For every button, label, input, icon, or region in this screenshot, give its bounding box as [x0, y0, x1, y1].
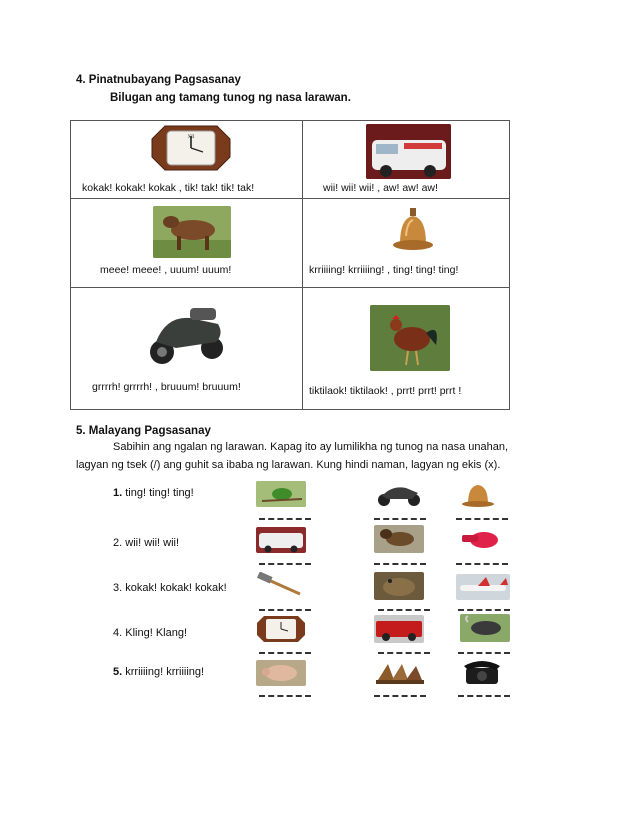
bell-icon [456, 480, 500, 508]
answer-blank[interactable] [458, 609, 510, 613]
cell-sound-text: krriiiing! krriiiing! , ting! ting! ting! [309, 264, 459, 276]
item-number: 5. [113, 666, 123, 678]
item-sound: wii! wii! wii! [122, 537, 180, 549]
exercise-item-5 [113, 666, 204, 678]
goat-icon [153, 206, 231, 258]
item-sound: ting! ting! ting! [122, 487, 194, 499]
frog-icon [374, 572, 424, 600]
item-sound: kokak! kokak! kokak! [122, 582, 227, 594]
answer-blank[interactable] [378, 652, 430, 656]
motorcycle-icon [374, 481, 424, 507]
answer-blank[interactable] [374, 695, 426, 699]
rooster-icon [370, 305, 450, 371]
cell-sound-text: tiktilaok! tiktilaok! , prrt! prrt! prrt ! [309, 385, 462, 397]
answer-blank[interactable] [456, 518, 508, 522]
answer-blank[interactable] [374, 518, 426, 522]
answer-blank[interactable] [259, 563, 311, 567]
ambulance-icon [256, 527, 306, 553]
exercise-item-3 [113, 582, 227, 594]
clock-icon [256, 615, 306, 643]
cell-sound-text: grrrrh! grrrrh! , bruuum! bruuum! [92, 381, 241, 393]
cell-sound-text: wii! wii! wii! , aw! aw! aw! [323, 182, 438, 194]
table-row-divider [70, 198, 510, 199]
boats-icon [374, 660, 426, 686]
motorcycle-icon [146, 298, 226, 368]
bell-icon [388, 206, 438, 256]
section-4-title: 4. Pinatnubayang Pagsasanay [76, 74, 241, 86]
svg-text:XII: XII [187, 135, 195, 140]
answer-blank[interactable] [458, 695, 510, 699]
item-sound: Kling! Klang! [122, 627, 188, 639]
item-number: 3. [113, 582, 123, 594]
exercise-item-1 [113, 487, 194, 499]
answer-blank[interactable] [259, 695, 311, 699]
section-5-instruction-line2: lagyan ng tsek (/) ang guhit sa ibaba ng larawan. Kung hindi naman, lagyan ng ekis (x). [76, 459, 501, 471]
bird-icon [256, 481, 306, 507]
fire-truck-icon [374, 615, 424, 643]
answer-blank[interactable] [259, 518, 311, 522]
section-4-instruction: Bilugan ang tamang tunog ng nasa larawan. [110, 92, 351, 104]
cell-sound-text: meee! meee! , uuum! uuum! [100, 264, 232, 276]
carabao-icon [460, 614, 510, 642]
exercise-item-4 [113, 627, 187, 639]
item-number: 1. [113, 487, 123, 499]
answer-blank[interactable] [458, 652, 510, 656]
cell-sound-text: kokak! kokak! kokak , tik! tak! tik! tak! [82, 182, 255, 194]
hammer-icon [256, 572, 306, 598]
item-number: 2. [113, 537, 123, 549]
section-5-title: 5. Malayang Pagsasanay [76, 425, 211, 437]
ambulance-icon [366, 124, 451, 179]
item-sound: krriiiing! krriiiing! [122, 666, 205, 678]
answer-blank[interactable] [456, 563, 508, 567]
table-row-divider [70, 287, 510, 288]
whistle-icon [458, 527, 502, 551]
pig-icon [256, 660, 306, 686]
answer-blank[interactable] [374, 563, 426, 567]
item-number: 4. [113, 627, 123, 639]
exercise-item-2 [113, 537, 179, 549]
answer-blank[interactable] [378, 609, 430, 613]
section-5-instruction-line1: Sabihin ang ngalan ng larawan. Kapag ito ay lumilikha ng tunog na nasa unahan, [113, 441, 509, 453]
answer-blank[interactable] [259, 609, 311, 613]
telephone-icon [460, 658, 504, 686]
table-divider [302, 120, 303, 410]
dog-icon [374, 525, 424, 553]
airplane-icon [456, 574, 510, 600]
clock-icon [151, 125, 231, 171]
answer-blank[interactable] [259, 652, 311, 656]
